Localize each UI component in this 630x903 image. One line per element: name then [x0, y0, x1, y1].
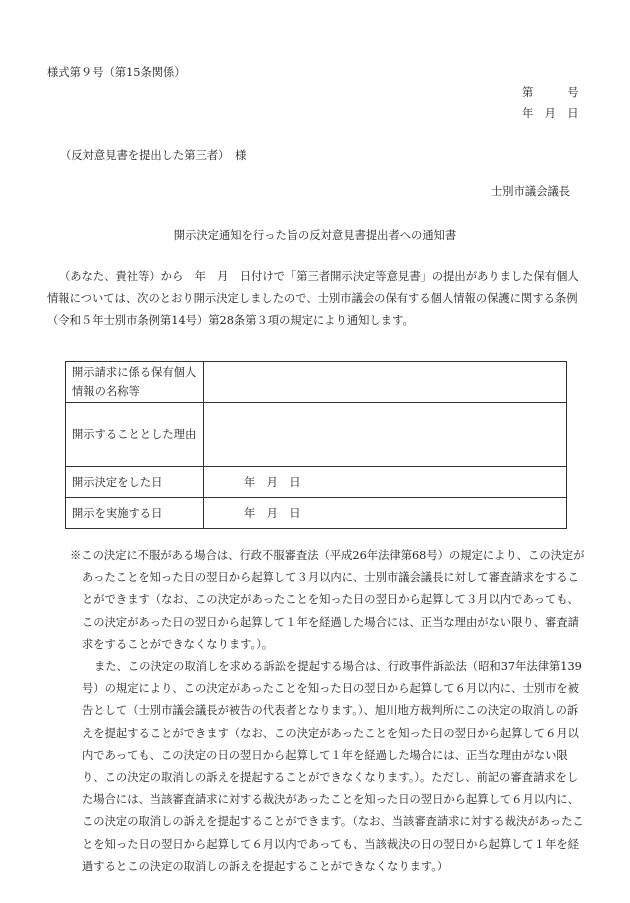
- body-paragraph: （あなた、貴社等）から 年 月 日付けで「第三者開示決定等意見書」の提出がありました保有個人情報については、次のとおり開示決定しましたので、士別市議会の保有する個人情報の保護に関する条例（令和５年士別市条例第14号）第28条第３項の規定により通知します。: [47, 270, 579, 327]
- document-title: 開示決定通知を行った旨の反対意見書提出者への通知書: [173, 229, 457, 242]
- sender: 士別市議会議長: [491, 185, 571, 198]
- table-row: [66, 498, 567, 529]
- table-row: [66, 467, 567, 498]
- table-value: [204, 362, 567, 403]
- notes: [70, 545, 588, 878]
- table-label: 開示することとした理由: [66, 403, 204, 467]
- note-paragraph: ※この決定に不服がある場合は、行政不服審査法（平成26年法律第68号）の規定により、この決定があったことを知った日の翌日から起算して３月以内に、士別市議会議長に対して審査請求をすることができます（なお、この決定があったことを知った日の翌日から起算して３月以内であっても、この決定があった日の翌日から起算して１年を経過した場合には、正当な理由がない限り、審査請求をすることができなくなります。）。: [70, 549, 585, 651]
- table-label: 開示請求に係る保有個人情報の名称等: [66, 362, 204, 403]
- document-date: 年 月 日: [522, 107, 579, 120]
- table-value: [204, 403, 567, 467]
- note-paragraph: また、この決定の取消しを求める訴訟を提起する場合は、行政事件訴訟法（昭和37年法律第139号）の規定により、この決定があったことを知った日の翌日から起算して６月以内に、士別市を被告として（士別市議会議長が被告の代表者となります。）、旭川地方裁判所にこの決定の取消しの訴えを提起することができます（なお、この決定があったことを知った日の翌日から起算して６月以内であっても、この決定の日の翌日から起算して１年を経過した場合には、正当な理由がない限り、この決定の取消しの訴えを提起することができなくなります。）。ただし、前記の審査請求をした場合には、当該審査請求に対する裁決があったことを知った日の翌日から起算して６月以内に、この決定の取消しの訴えを提起することができます。（なお、当該審査請求に対する裁決があったことを知った日の翌日から起算して６月以内であっても、当該裁決の日の翌日から起算して１年を経過するとこの決定の取消しの訴えを提起することができなくなります。）: [82, 660, 584, 873]
- form-number: 様式第９号（第15条関係）: [47, 66, 186, 79]
- table-label: 開示決定をした日: [66, 467, 204, 498]
- table-value: 年 月 日: [204, 498, 567, 529]
- table-row: [66, 362, 567, 403]
- addressee: （反対意見書を提出した第三者） 様: [60, 149, 247, 162]
- document-number: 第 号: [522, 86, 579, 99]
- table-row: [66, 403, 567, 467]
- info-table: [65, 361, 567, 529]
- table-value: 年 月 日: [204, 467, 567, 498]
- table-label: 開示を実施する日: [66, 498, 204, 529]
